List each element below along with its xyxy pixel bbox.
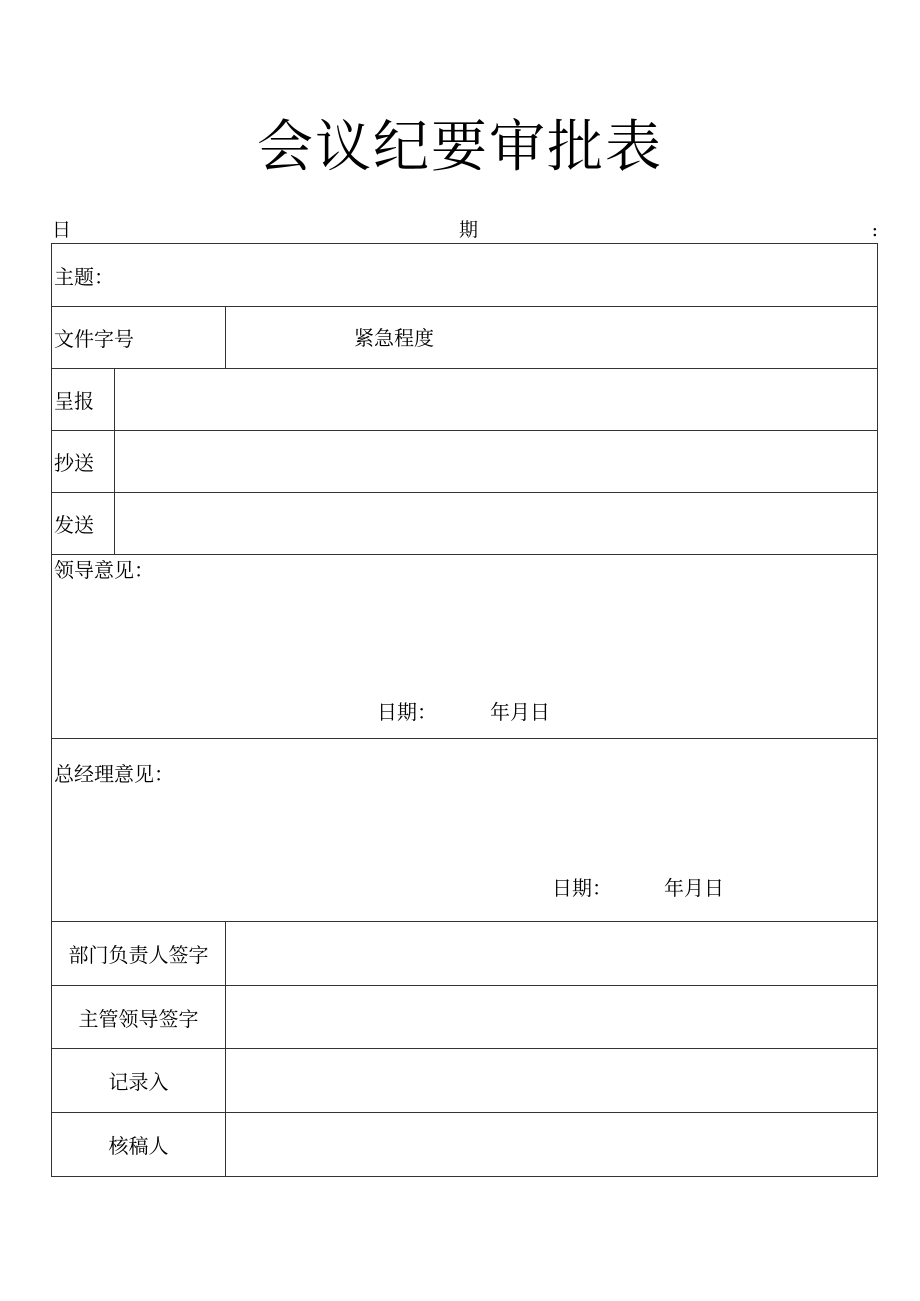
cc-label: 抄送 (54, 451, 94, 475)
report-to-field[interactable] (115, 369, 877, 430)
dept-head-sign-field[interactable] (226, 922, 877, 985)
recorder-label: 记录入 (108, 1070, 169, 1094)
gm-opinion-date-format: 年月日 (664, 876, 724, 900)
dept-head-sign-row (52, 922, 877, 986)
cc-row (52, 431, 877, 493)
subject-row (52, 244, 877, 307)
urgency-label: 紧急程度 (354, 326, 434, 350)
leader-opinion-label: 领导意见： (54, 558, 154, 582)
subject-field[interactable] (122, 244, 877, 306)
gm-opinion-label: 总经理意见： (54, 762, 174, 786)
date-line (52, 218, 878, 242)
report-to-row (52, 369, 877, 431)
reviewer-field[interactable] (226, 1113, 877, 1176)
gm-opinion-row[interactable] (52, 739, 877, 922)
supervisor-sign-row (52, 986, 877, 1049)
leader-opinion-date-format: 年月日 (490, 700, 550, 724)
dept-head-sign-label: 部门负责人签字 (68, 943, 209, 967)
subject-label: 主题： (54, 264, 114, 289)
date-line-part-1: 日 (52, 219, 72, 241)
leader-opinion-row[interactable] (52, 555, 877, 739)
recorder-row (52, 1049, 877, 1113)
doc-number-field[interactable] (226, 307, 877, 368)
send-to-row (52, 493, 877, 555)
page-title: 会议纪要审批表 (257, 115, 663, 180)
recorder-field[interactable] (226, 1049, 877, 1112)
doc-number-row (52, 307, 877, 369)
approval-form-table (51, 243, 878, 1177)
reviewer-label: 核稿人 (108, 1134, 169, 1158)
supervisor-sign-field[interactable] (226, 986, 877, 1048)
report-to-label: 呈报 (54, 389, 94, 413)
leader-opinion-date-label: 日期： (377, 700, 437, 724)
date-line-part-2: 期 (459, 219, 479, 241)
supervisor-sign-label: 主管领导签字 (78, 1006, 199, 1031)
cc-field[interactable] (115, 431, 877, 492)
send-to-label: 发送 (54, 513, 94, 537)
date-line-part-3: : (871, 219, 878, 241)
doc-number-label: 文件字号 (54, 327, 134, 351)
gm-opinion-date-label: 日期： (552, 876, 612, 900)
reviewer-row (52, 1113, 877, 1176)
send-to-field[interactable] (115, 493, 877, 554)
